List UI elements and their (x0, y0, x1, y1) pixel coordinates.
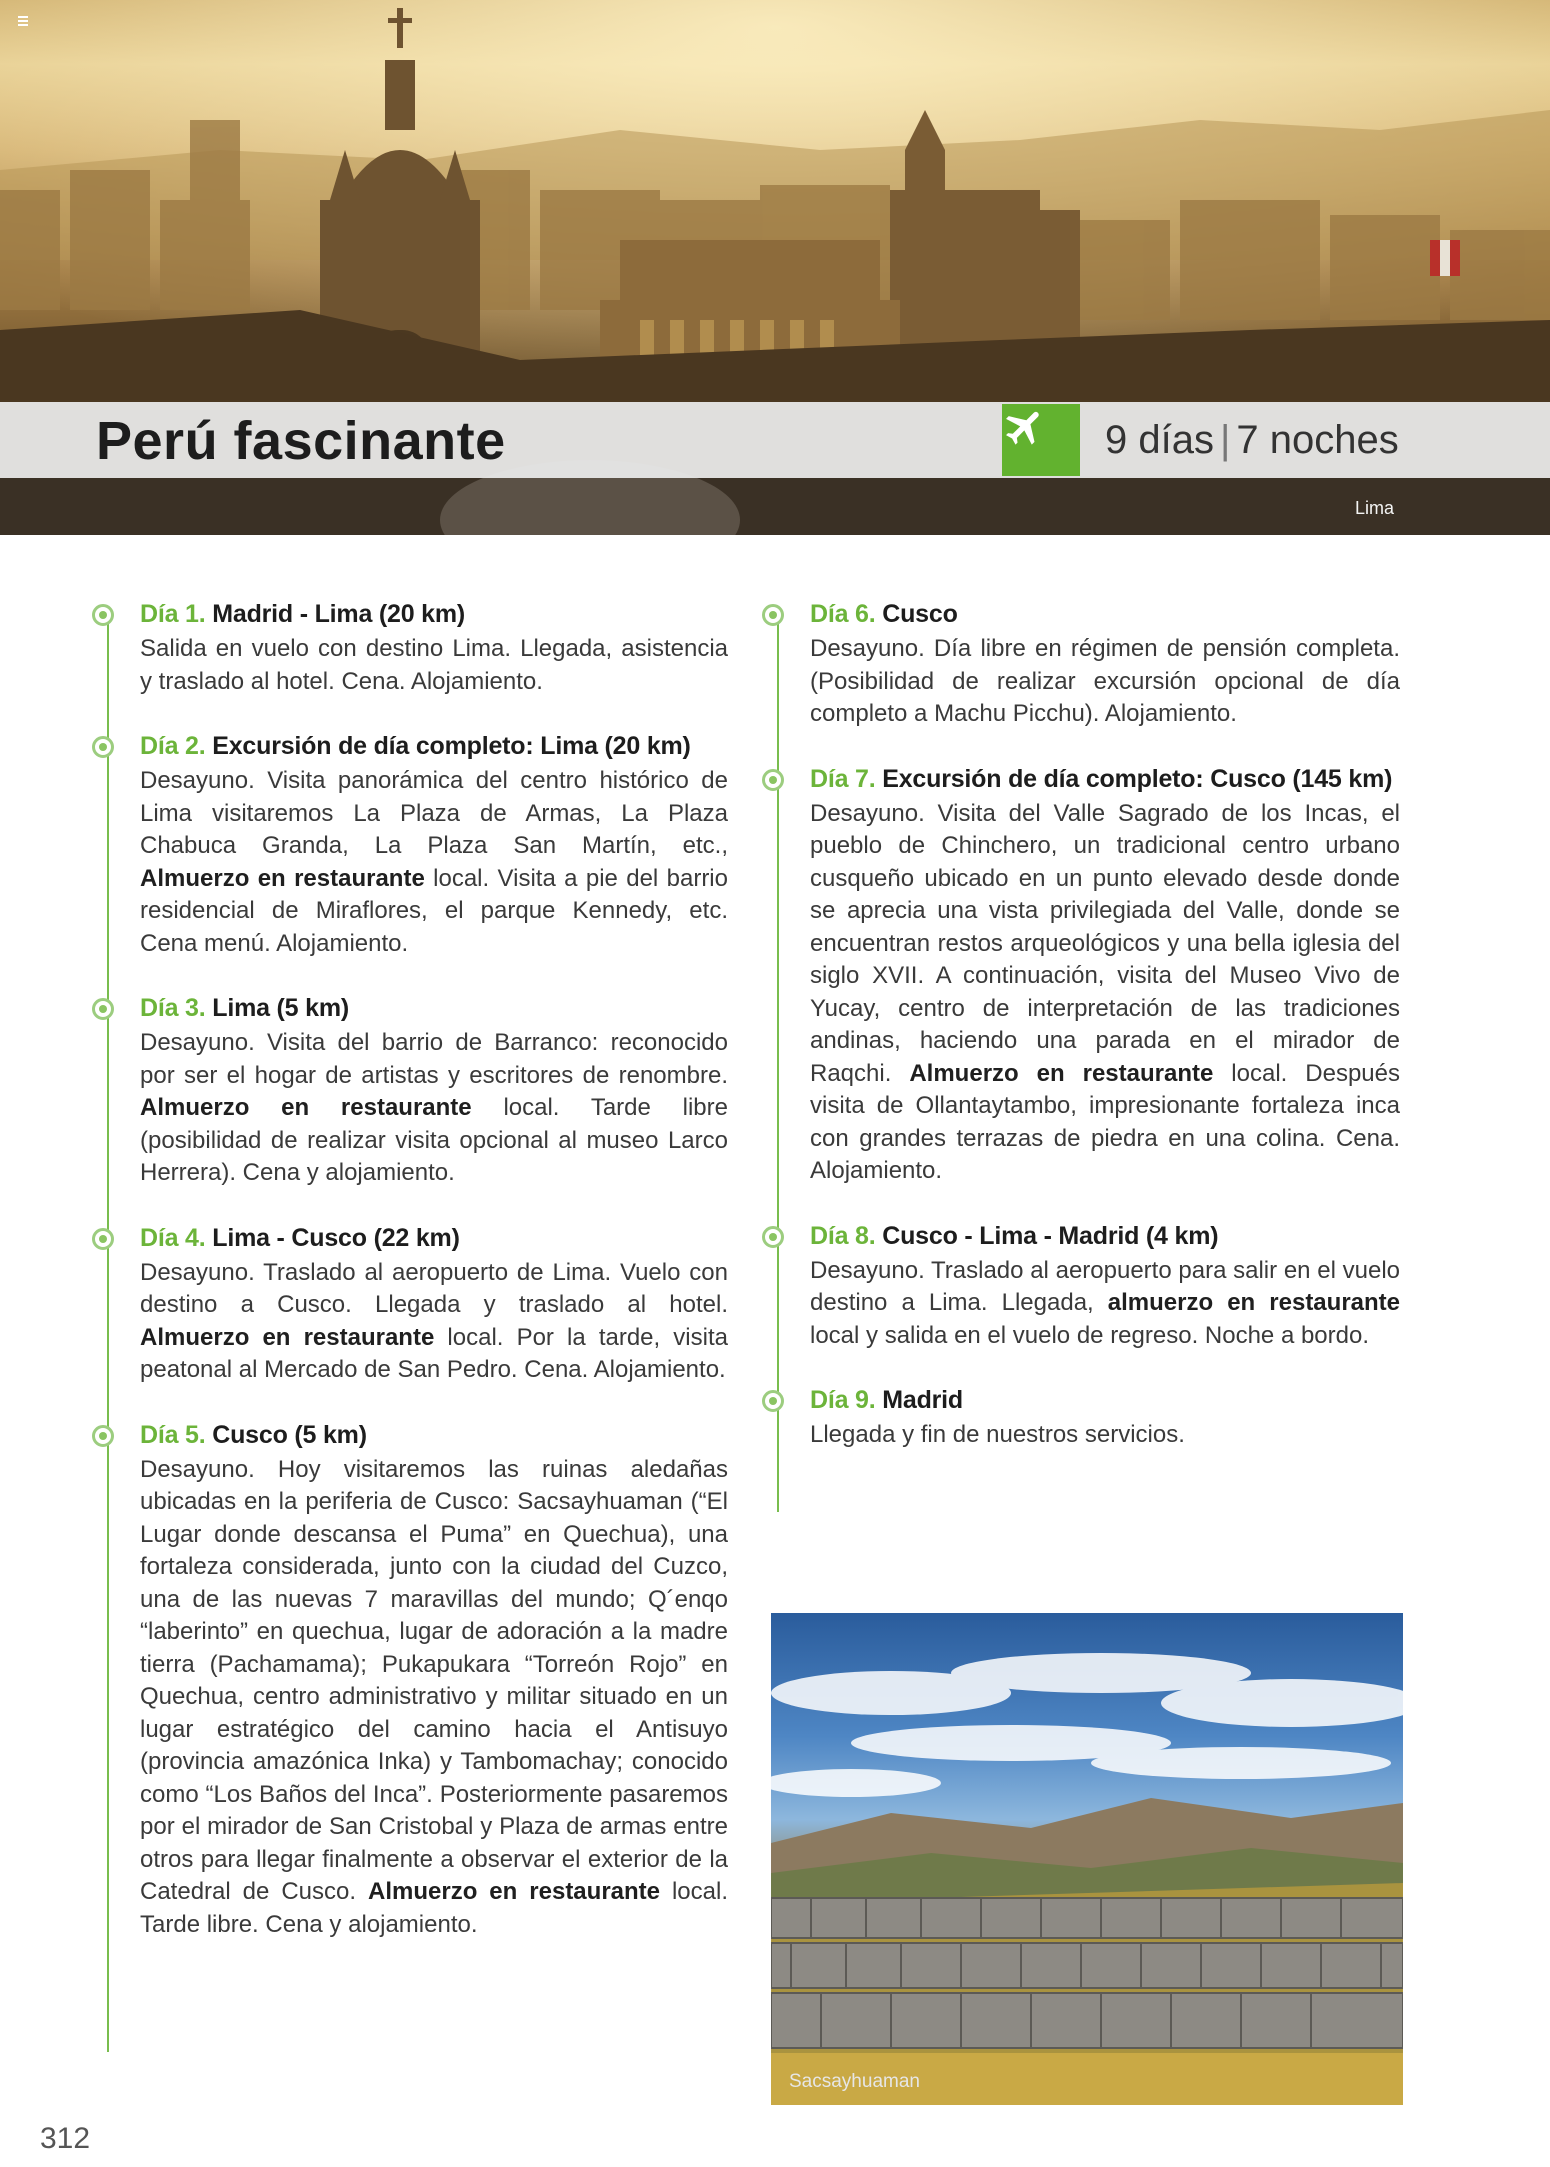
day-label: Día 6. (810, 600, 876, 628)
day-description (810, 1419, 1400, 1452)
sacsayhuaman-illustration (771, 1613, 1403, 2105)
day-heading (140, 1224, 728, 1253)
hero-caption: Lima (1354, 498, 1394, 518)
flight-badge (1002, 404, 1080, 476)
day-title: Excursión de día completo: Lima (20 km) (212, 732, 691, 760)
timeline-bullet-icon (92, 736, 114, 758)
day-heading (140, 1421, 728, 1450)
description-text: local. Por la tarde, visita peatonal al Mercado de San Pedro. Cena. Alojamiento. (140, 1323, 728, 1383)
day-title: Cusco (882, 600, 958, 628)
itinerary-column-left (98, 600, 728, 1975)
itinerary-day (98, 1421, 728, 1942)
meal-highlight: almuerzo en restaurante (1107, 1289, 1401, 1316)
sacsayhuaman-photo (771, 1613, 1403, 2105)
day-description (140, 1027, 728, 1190)
description-text: Desayuno. Traslado al aeropuerto de Lima. Vuelo con destino a Cusco. Llegada y traslado al hotel. (140, 1258, 728, 1318)
description-text: Desayuno. Traslado al aeropuerto para salir en el vuelo destino a Lima. Llegada, (810, 1256, 1400, 1316)
airplane-icon (1002, 404, 1048, 450)
day-heading (810, 600, 1400, 629)
day-description (810, 798, 1400, 1188)
day-label: Día 8. (810, 1221, 876, 1250)
itinerary-day (98, 600, 728, 698)
timeline-bullet-icon (92, 1425, 114, 1447)
timeline-bullet-icon (762, 769, 784, 791)
day-title: Madrid - Lima (20 km) (212, 600, 466, 628)
day-heading (810, 1386, 1400, 1415)
description-text: Desayuno. Visita del barrio de Barranco: reconocido por ser el hogar de artistas y escritores de renombre. (140, 1029, 728, 1089)
day-description (140, 1257, 728, 1387)
hero-image (0, 0, 1550, 535)
timeline-bullet-icon (92, 604, 114, 626)
day-heading (140, 600, 728, 629)
day-description (140, 633, 728, 698)
description-text: local y salida en el vuelo de regreso. Noche a bordo. (810, 1321, 1370, 1349)
itinerary-day (98, 732, 728, 960)
duration-separator: | (1219, 418, 1231, 462)
description-text: Salida en vuelo con destino Lima. Llegada, asistencia y traslado al hotel. Cena. Alojamiento. (140, 635, 728, 695)
itinerary-day (768, 1386, 1400, 1452)
day-heading (810, 1222, 1400, 1251)
day-title: Cusco - Lima - Madrid (4 km) (882, 1221, 1219, 1250)
day-description (140, 1454, 728, 1942)
description-text: Desayuno. Día libre en régimen de pensión completa. (Posibilidad de realizar excursión opcional de día completo a Machu Picchu). Alojamiento. (810, 635, 1400, 727)
description-text: Llegada y fin de nuestros servicios. (810, 1421, 1185, 1448)
day-title: Excursión de día completo: Cusco (145 km) (882, 764, 1393, 793)
day-heading (140, 994, 728, 1023)
trip-duration (1105, 418, 1399, 463)
description-text: Desayuno. Visita panorámica del centro histórico de Lima visitaremos La Plaza de Armas, La Plaza Chabuca Granda, La Plaza San Martín, etc., (140, 767, 728, 859)
itinerary-day (98, 1224, 728, 1387)
itinerary-day (768, 1222, 1400, 1353)
day-heading (140, 732, 728, 761)
description-text: local. Tarde libre. Cena y alojamiento. (140, 1878, 729, 1938)
itinerary-day (98, 994, 728, 1190)
timeline-bullet-icon (92, 998, 114, 1020)
itinerary-day (768, 600, 1400, 731)
description-text: Desayuno. Visita del Valle Sagrado de los Incas, el pueblo de Chinchero, un tradicional centro urbano cusqueño ubicado en un punto elevado desde donde se aprecia una vista privilegiada del Valle, donde se encuentran restos arqueológicos y una bella iglesia del siglo XVII. A continuación, visita del Museo Vivo de Yucay, centro de interpretación de las tradiciones andinas, haciendo una parada en el mirador de Raqchi. (810, 799, 1400, 1087)
description-text: local. Visita a pie del barrio residencial de Miraflores, el parque Kennedy, etc. Cena menú. Alojamiento. (140, 864, 728, 957)
timeline-bullet-icon (762, 1390, 784, 1412)
day-title: Madrid (882, 1386, 963, 1414)
meal-highlight: Almuerzo en restaurante (140, 864, 425, 892)
page-number: 312 (40, 2122, 91, 2155)
description-text: local. Tarde libre (posibilidad de realizar visita opcional al museo Larco Herrera). Cena y alojamiento. (140, 1094, 728, 1186)
meal-highlight: Almuerzo en restaurante (368, 1878, 661, 1905)
day-label: Día 2. (140, 732, 206, 760)
day-description (140, 765, 728, 960)
timeline-bullet-icon (762, 604, 784, 626)
day-title: Lima - Cusco (22 km) (212, 1223, 460, 1252)
description-text: Desayuno. Hoy visitaremos las ruinas aledañas ubicadas en la periferia de Cusco: Sacsayhuaman (“El Lugar donde descansa el Puma” en Quechua), una fortaleza considerada, junto con la ciudad del Cuzco, una de las nuevas 7 maravillas del mundo; Q´enqo “laberinto” en quechua, lugar de adoración a la madre tierra (Pachamama); Pukapukara “Torreón Rojo” en Quechua, centro administrativo y militar situado en un lugar estratégico del camino hacia el Antisuyo (provincia amazónica Inka) y Tambomachay; conocido como “Los Baños del Inca”. Posteriormente pasaremos por el mirador de San Cristobal y Plaza de armas entre otros para llegar finalmente a observar el exterior de la Catedral de Cusco. (140, 1455, 728, 1905)
day-description (810, 1255, 1400, 1353)
description-text: local. Después visita de Ollantaytambo, impresionante fortaleza inca con grandes terrazas de piedra en una colina. Cena. Alojamiento. (810, 1059, 1401, 1184)
day-label: Día 4. (140, 1223, 206, 1252)
itinerary-day (768, 765, 1400, 1188)
day-title: Cusco (5 km) (212, 1420, 367, 1449)
duration-days: 9 días (1105, 418, 1214, 462)
day-title: Lima (5 km) (212, 994, 349, 1022)
meal-highlight: Almuerzo en restaurante (909, 1059, 1214, 1087)
day-label: Día 7. (810, 764, 876, 793)
day-label: Día 9. (810, 1386, 876, 1414)
day-label: Día 5. (140, 1420, 206, 1449)
page-title: Perú fascinante (96, 411, 506, 471)
day-description (810, 633, 1400, 731)
day-heading (810, 765, 1400, 794)
meal-highlight: Almuerzo en restaurante (140, 1323, 435, 1351)
timeline-bullet-icon (762, 1226, 784, 1248)
day-label: Día 3. (140, 994, 206, 1022)
timeline-bullet-icon (92, 1228, 114, 1250)
duration-nights: 7 noches (1236, 418, 1399, 462)
photo-caption: Sacsayhuaman (789, 2071, 920, 2092)
day-label: Día 1. (140, 600, 206, 628)
meal-highlight: Almuerzo en restaurante (140, 1094, 472, 1121)
menu-icon[interactable] (18, 16, 28, 28)
itinerary-column-right (768, 600, 1400, 1486)
